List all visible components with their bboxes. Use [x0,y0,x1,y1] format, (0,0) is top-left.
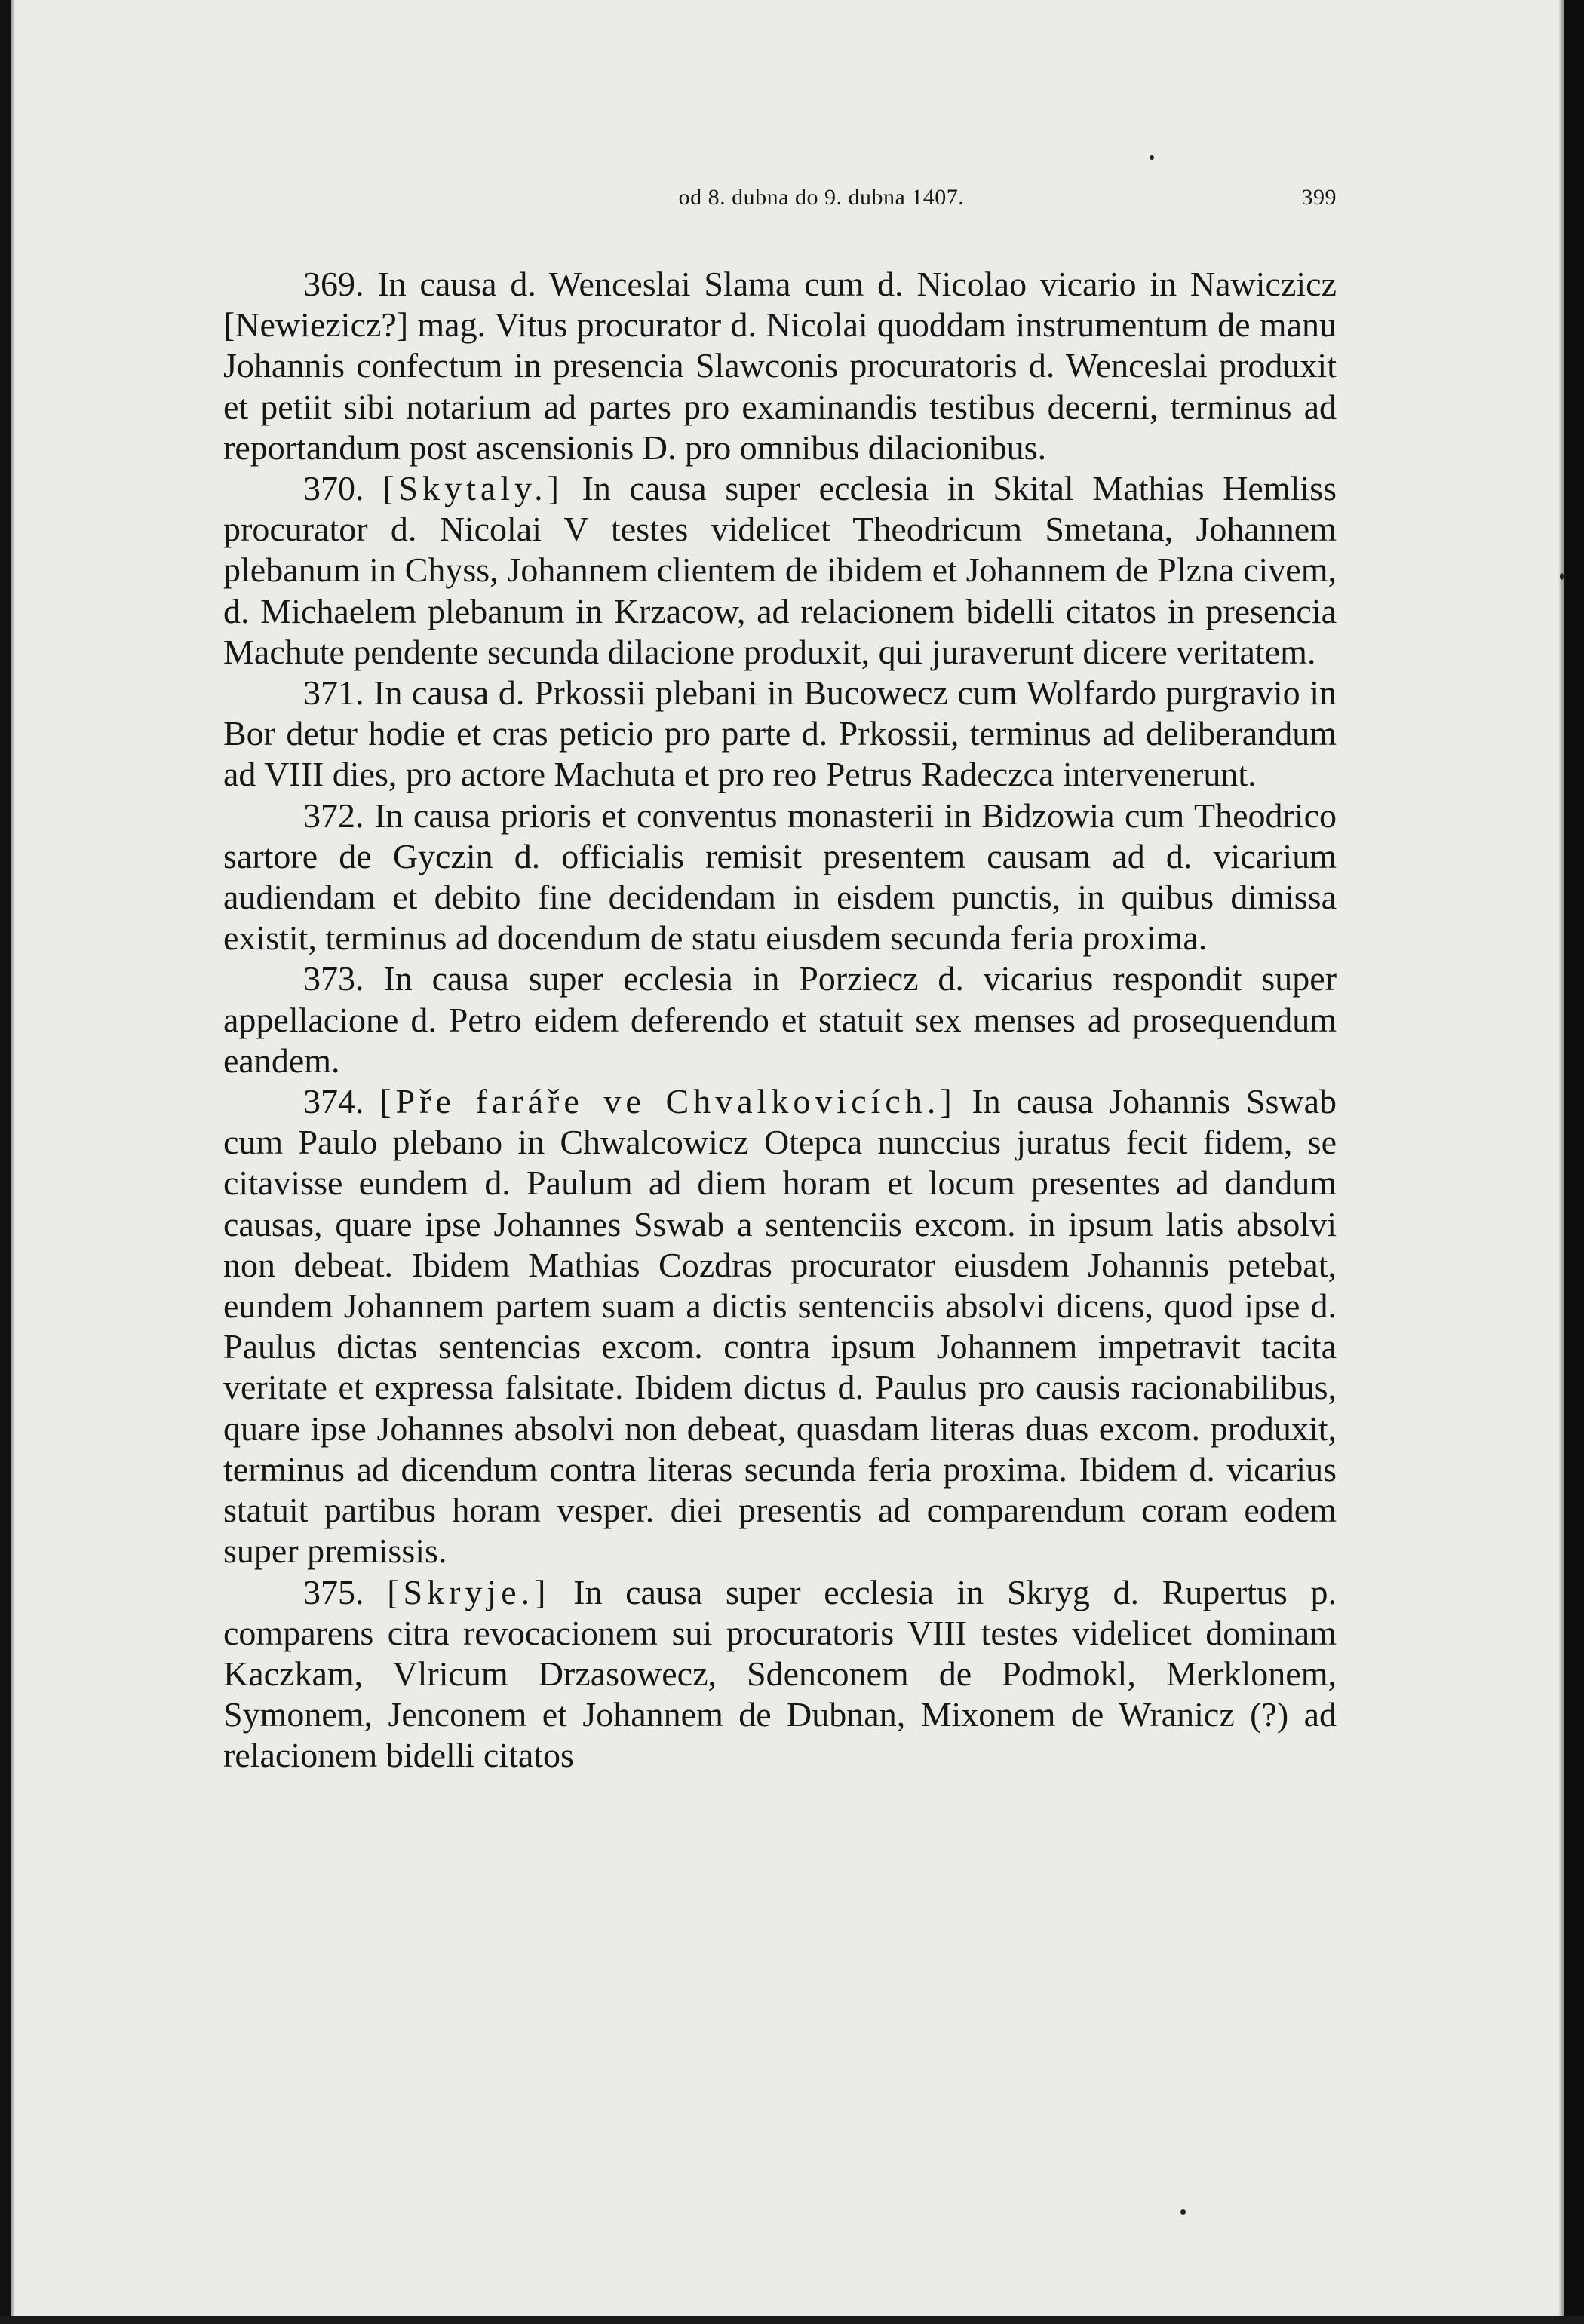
entry-place: [Skryje.] [387,1572,551,1611]
scan-speck [1180,2209,1186,2215]
entry-text: In causa d. Wenceslai Slama cum d. Nicolao vicario in Nawiczicz [Newiezicz?] mag. Vitus procurator d. Nicolai quoddam instrumentum de manu Johannis confectum in presencia Slawconis procuratoris d. Wenceslai produxit et petiit sibi notarium ad partes pro examinandis testibus decerni, terminus ad reportandum post ascensionis D. pro omnibus dilacionibus. [223,265,1337,467]
entry-text: In causa super ecclesia in Porziecz d. vicarius respondit super appellacione d. Petro eidem deferendo et statuit sex menses ad prosequendum eandem. [223,959,1337,1080]
entry-place: [Skytaly.] [382,469,563,508]
entry-371 [223,673,1337,796]
main-text [223,264,1337,1777]
entry-text: In causa d. Prkossii plebani in Bucowecz cum Wolfardo purgravio in Bor detur hodie et cras peticio pro parte d. Prkossii, terminus ad deliberandum ad VIII dies, pro actore Machuta et pro reo Petrus Radeczca intervenerunt. [223,673,1337,794]
scan-border-left [0,0,11,2324]
entry-number: 370. [303,469,364,508]
running-title: od 8. dubna do 9. dubna 1407. [678,185,965,210]
scan-border-right [1564,0,1584,2324]
entry-373 [223,958,1337,1081]
entry-number: 372. [303,796,364,835]
running-head [223,185,1337,215]
entry-372 [223,796,1337,959]
page-number: 399 [1301,185,1337,210]
entry-text: In causa super ecclesia in Skryg d. Rupertus p. comparens citra revocacionem sui procuratoris VIII testes videlicet dominam Kaczkam, Vlricum Drzasowecz, Sdenconem de Podmokl, Merklonem, Symonem, Jenconem et Johannem de Dubnan, Mixonem de Wranicz (?) ad relacionem bidelli citatos [223,1572,1337,1775]
entry-text: In causa Johannis Sswab cum Paulo plebano in Chwalcowicz Otepca nunccius juratus fecit fidem, se citavisse eundem d. Paulum ad diem horam et locum presentes ad dandum causas, quare ipse Johannes Sswab a sentenciis excom. in ipsum latis absolvi non debeat. Ibidem Mathias Cozdras procurator eiusdem Johannis petebat, eundem Johannem partem suam a dictis sentenciis absolvi dicens, quod ipse d. Paulus dictas sentencias excom. contra ipsum Johannem impetravit tacita veritate et expressa falsitate. Ibidem dictus d. Paulus pro causis racionabilibus, quare ipse Johannes absolvi non debeat, quasdam literas duas excom. produxit, terminus ad dicendum contra literas secunda feria proxima. Ibidem d. vicarius statuit partibus horam vesper. diei presentis ad comparendum coram eodem super premissis. [223,1082,1337,1571]
entry-text: In causa super ecclesia in Skital Mathias Hemliss procurator d. Nicolai V testes videlicet Theodricum Smetana, Johannem plebanum in Chyss, Johannem clientem de ibidem et Johannem de Plzna civem, d. Michaelem plebanum in Krzacow, ad relacionem bidelli citatos in presencia Machute pendente secunda dilacione produxit, qui juraverunt dicere veritatem. [223,469,1337,671]
entry-number: 375. [303,1572,364,1611]
scan-border-bottom [0,2316,1584,2324]
entry-369 [223,264,1337,468]
entry-number: 371. [303,673,364,713]
scan-speck [1150,155,1154,160]
entry-375 [223,1572,1337,1777]
entry-370 [223,468,1337,673]
entry-place: [Pře faráře ve Chvalkovicích.] [379,1082,956,1121]
entry-number: 373. [303,959,364,998]
scan-speck [1560,573,1564,580]
entry-text: In causa prioris et conventus monasterii in Bidzowia cum Theodrico sartore de Gyczin d. officialis remisit presentem causam ad d. vicarium audiendam et debito fine decidendam in eisdem punctis, in quibus dimissa existit, terminus ad docendum de statu eiusdem secunda feria proxima. [223,796,1337,958]
entry-374 [223,1081,1337,1571]
entry-number: 374. [303,1082,364,1121]
entry-number: 369. [303,265,364,303]
